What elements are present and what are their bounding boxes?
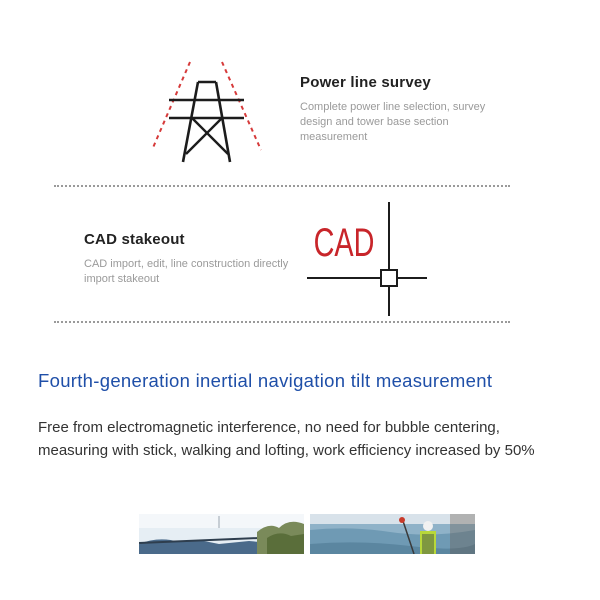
section-heading: Fourth-generation inertial navigation tilt measurement: [38, 370, 493, 391]
field-photo-surveyor: [310, 514, 475, 554]
power-line-survey-description: Complete power line selection, survey design and tower base section measurement: [300, 101, 486, 143]
cad-stakeout-title: CAD stakeout: [84, 231, 185, 248]
cad-icon-label: CAD: [313, 220, 375, 266]
cad-crosshair-icon: [305, 200, 430, 318]
section-body: Free from electromagnetic interference, no need for bubble centering, measuring with stick, walking and lofting, work efficiency increased by 50%: [38, 419, 535, 459]
power-line-survey-title: Power line survey: [300, 74, 431, 91]
dotted-divider: [54, 185, 510, 187]
field-photo-bridge: [139, 514, 304, 554]
dotted-divider: [54, 321, 510, 323]
cad-stakeout-description: CAD import, edit, line construction directly import stakeout: [84, 258, 289, 285]
power-tower-icon: [148, 58, 268, 168]
